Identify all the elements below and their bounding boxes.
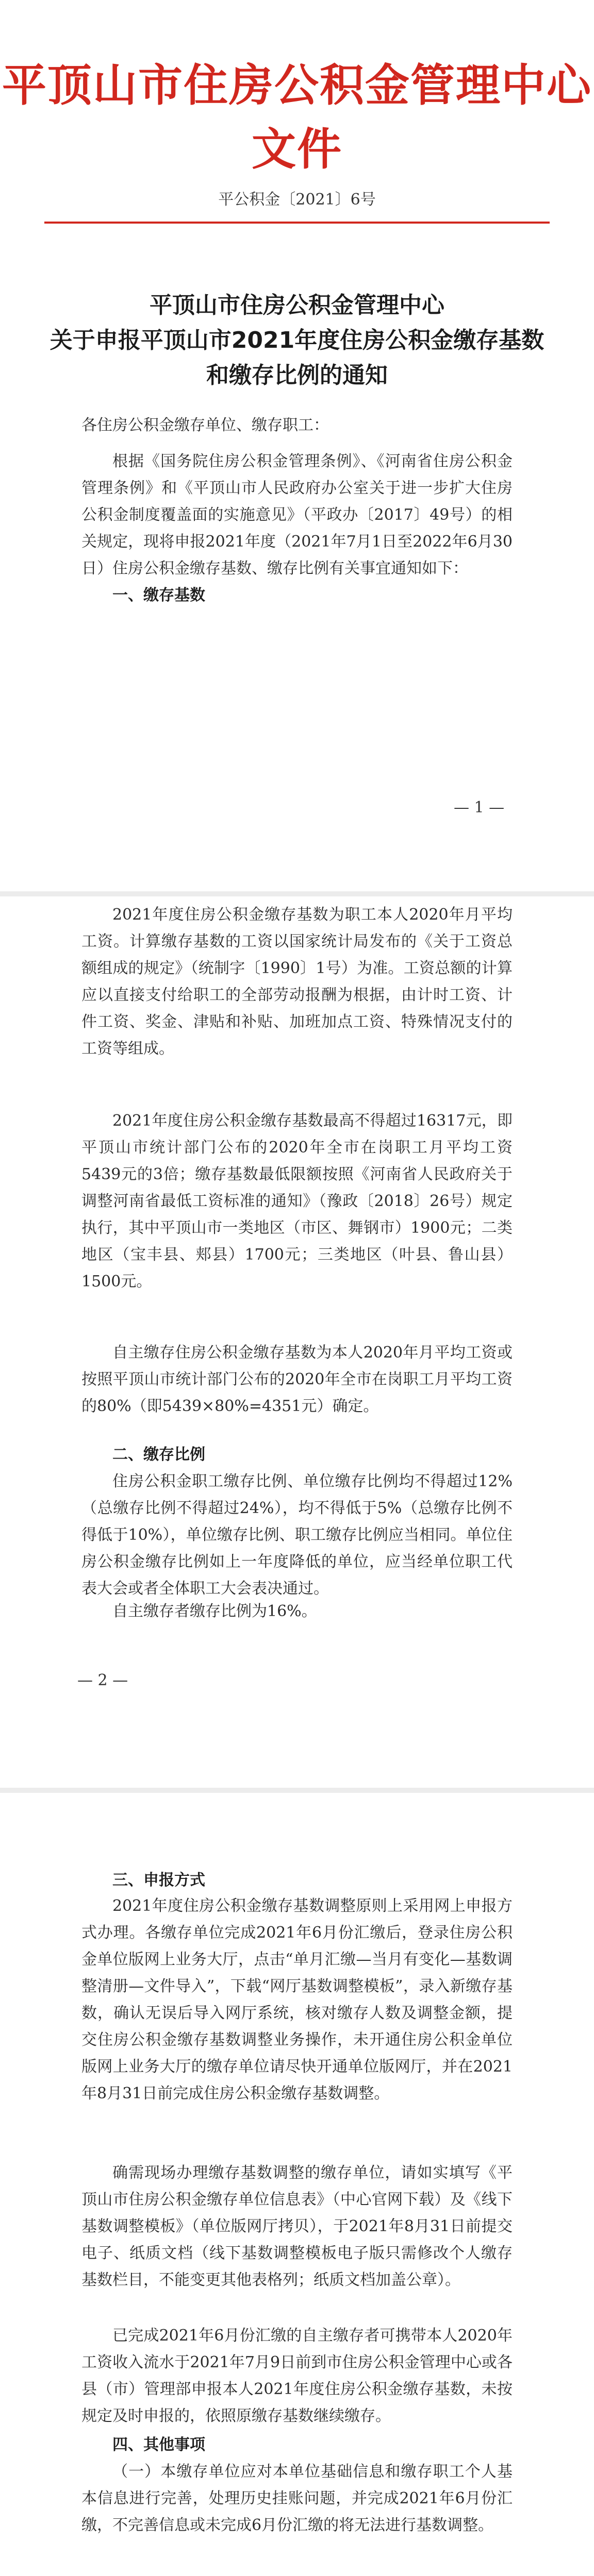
page-1-number: — 1 — (454, 799, 505, 817)
section-1-paragraph-2: 2021年度住房公积金缴存基数最高不得超过16317元，即平顶山市统计部门公布的2020年全市在岗职工月平均工资5439元的3倍；缴存基数最低限额按照《河南省人民政府关于调整河南省最低工资标准的通知》（豫政〔2018〕26号）规定执行，其中平顶山市一类地区（市区、舞钢市）1900元；二类地区（宝丰县、郏县）1700元；三类地区（叶县、鲁山县）1500元。 (81, 1112, 513, 1291)
section-1-paragraph-3: 自主缴存住房公积金缴存基数为本人2020年月平均工资或按照平顶山市统计部门公布的2020年全市在岗职工月平均工资的80%（即5439×80%=4351元）确定。 (81, 1344, 513, 1415)
page-2 (0, 896, 594, 1788)
header-red-rule (44, 222, 550, 224)
section-4-heading: 四、其他事项 (112, 2436, 205, 2454)
section-2-heading: 二、缴存比例 (112, 1446, 205, 1464)
notice-title-line-2: 关于申报平顶山市2021年度住房公积金缴存基数 (50, 327, 544, 353)
notice-title-line-3: 和缴存比例的通知 (206, 362, 388, 388)
intro-paragraph: 根据《国务院住房公积金管理条例》、《河南省住房公积金管理条例》和《平顶山市人民政府办公室关于进一步扩大住房公积金制度覆盖面的实施意见》（平政办〔2017〕49号）的相关规定，现将申报2021年度（2021年7月1日至2022年6月30日）住房公积金缴存基数、缴存比例有关事宜通知如下： (81, 452, 513, 578)
section-1-heading: 一、缴存基数 (112, 586, 205, 604)
page-separator (0, 1788, 594, 1793)
notice-title-line-1: 平顶山市住房公积金管理中心 (150, 292, 444, 318)
section-3-paragraph-1: 2021年度住房公积金缴存基数调整原则上采用网上申报方式办理。各缴存单位完成2021年6月份汇缴后，登录住房公积金单位版网上业务大厅，点击“单月汇缴—当月有变化—基数调整清册—文件导入”，下载“网厅基数调整模板”，录入新缴存基数，确认无误后导入网厅系统，核对缴存人数及调整金额，提交住房公积金缴存基数调整业务操作，未开通住房公积金单位版网上业务大厅的缴存单位请尽快开通单位版网厅，并在2021年8月31日前完成住房公积金缴存基数调整。 (81, 1897, 513, 2103)
salutation: 各住房公积金缴存单位、缴存职工： (81, 416, 329, 434)
section-3-heading: 三、申报方式 (112, 1871, 205, 1889)
page-1 (0, 0, 594, 891)
document-header-title: 平顶山市住房公积金管理中心文件 (2, 60, 592, 175)
section-4-paragraph-1: （一）本缴存单位应对本单位基础信息和缴存职工个人基本信息进行完善，处理历史挂账问题，并完成2021年6月份汇缴，不完善信息或未完成6月份汇缴的将无法进行基数调整。 (81, 2463, 513, 2534)
section-1-paragraph-1: 2021年度住房公积金缴存基数为职工本人2020年月平均工资。计算缴存基数的工资以国家统计局发布的《关于工资总额组成的规定》（统制字〔1990〕1号）为准。工资总额的计算应以直接支付给职工的全部劳动报酬为根据，由计时工资、计件工资、奖金、津贴和补贴、加班加点工资、特殊情况支付的工资等组成。 (81, 906, 513, 1058)
page-3 (0, 1793, 594, 2576)
section-2-paragraph-2: 自主缴存者缴存比例为16%。 (112, 1602, 317, 1620)
page-2-number: — 2 — (77, 1671, 128, 1689)
section-2-paragraph-1: 住房公积金职工缴存比例、单位缴存比例均不得超过12%（总缴存比例不得超过24%），均不得低于5%（总缴存比例不得低于10%），单位缴存比例、职工缴存比例应当相同。单位住房公积金缴存比例如上一年度降低的单位，应当经单位职工代表大会或者全体职工大会表决通过。 (81, 1472, 513, 1598)
section-3-paragraph-2: 确需现场办理缴存基数调整的缴存单位，请如实填写《平顶山市住房公积金缴存单位信息表》（中心官网下载）及《线下基数调整模板》（单位版网厅拷贝），于2021年8月31日前提交电子、纸质文档（线下基数调整模板电子版只需修改个人缴存基数栏目，不能变更其他表格列；纸质文档加盖公章）。 (81, 2164, 513, 2289)
page-separator (0, 891, 594, 896)
document-number: 平公积金〔2021〕6号 (218, 191, 376, 209)
section-3-paragraph-3: 已完成2021年6月份汇缴的自主缴存者可携带本人2020年工资收入流水于2021年7月9日前到市住房公积金管理中心或各县（市）管理部申报本人2021年度住房公积金缴存基数，未按规定及时申报的，依照原缴存基数继续缴存。 (81, 2327, 513, 2425)
